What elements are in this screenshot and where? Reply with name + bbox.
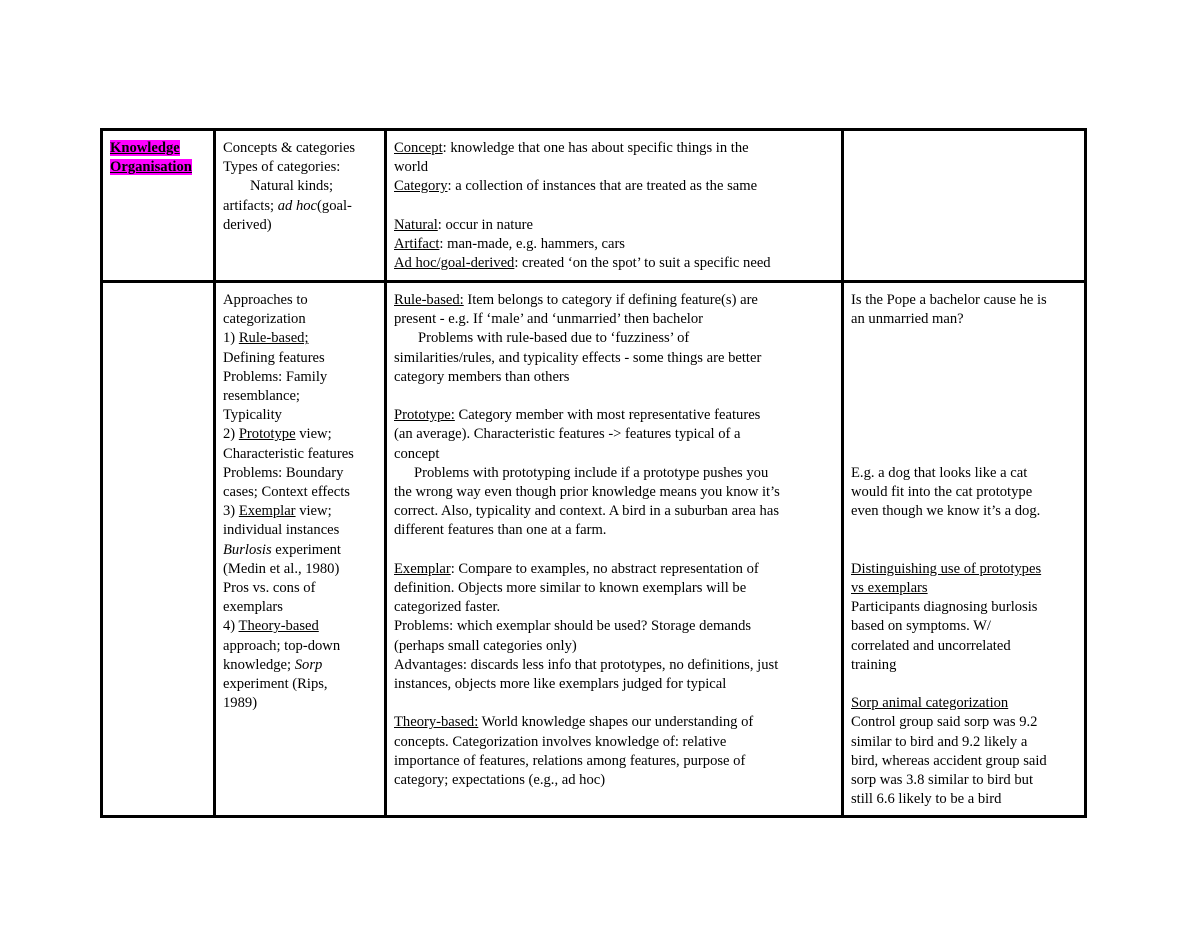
- summary-line: individual instances: [223, 522, 340, 539]
- summary-line: Defining features: [223, 349, 325, 366]
- explanation-line: categorized faster.: [394, 599, 501, 616]
- explanation-line: Theory-based: World knowledge shapes our understanding of: [394, 714, 754, 731]
- notes-table: [100, 128, 1087, 818]
- explanation-line: different features than one at a farm.: [394, 522, 607, 539]
- examples-cell: [843, 282, 1086, 817]
- summary-cell: [215, 130, 386, 282]
- explanation-line: Rule-based: Item belongs to category if defining feature(s) are: [394, 292, 758, 308]
- summary-line: Burlosis experiment: [223, 541, 341, 558]
- example-line: correlated and uncorrelated: [851, 637, 1011, 654]
- summary-line: categorization: [223, 311, 306, 328]
- explanation-line: Exemplar: Compare to examples, no abstract representation of: [394, 560, 759, 577]
- definition-line: Natural: occur in nature: [394, 216, 533, 233]
- summary-line: Typicality: [223, 407, 282, 424]
- topic-cell: [102, 282, 215, 817]
- example-line: still 6.6 likely to be a bird: [851, 791, 1002, 808]
- summary-line: 1989): [223, 695, 258, 712]
- explanation-line: Prototype: Category member with most representative features: [394, 407, 761, 424]
- example-line: would fit into the cat prototype: [851, 483, 1033, 500]
- explanation-line: Problems with prototyping include if a prototype pushes you: [414, 464, 769, 481]
- definition-line: Category: a collection of instances that are treated as the same: [394, 178, 758, 195]
- explanation-line: Problems: which exemplar should be used? Storage demands: [394, 618, 752, 635]
- explanation-line: Problems with rule-based due to ‘fuzziness’ of: [418, 330, 690, 347]
- summary-line: 1) Rule-based;: [223, 330, 309, 347]
- examples-cell: [843, 130, 1086, 282]
- summary-line: Natural kinds;: [250, 178, 334, 195]
- explanation-line: category members than others: [394, 368, 570, 385]
- summary-line: experiment (Rips,: [223, 676, 328, 693]
- summary-line: resemblance;: [223, 388, 300, 405]
- summary-line: 2) Prototype view;: [223, 426, 332, 443]
- example-line: based on symptoms. W/: [851, 618, 991, 635]
- explanation-line: concept: [394, 445, 440, 462]
- summary-line: Approaches to: [223, 292, 308, 308]
- example-line: similar to bird and 9.2 likely a: [851, 733, 1028, 750]
- summary-line: derived): [223, 216, 272, 233]
- table-row: [102, 282, 1086, 817]
- summary-line: cases; Context effects: [223, 484, 350, 501]
- explanation-line: correct. Also, typicality and context. A bird in a suburban area has: [394, 503, 780, 520]
- definitions-cell: [386, 130, 843, 282]
- summary-line: approach; top-down: [223, 637, 341, 654]
- explanation-line: similarities/rules, and typicality effects - some things are better: [394, 349, 762, 366]
- summary-line: knowledge; Sorp: [223, 656, 323, 673]
- definition-line: Artifact: man-made, e.g. hammers, cars: [394, 236, 625, 252]
- topic-heading-line1: Knowledge: [110, 140, 180, 156]
- explanation-line: concepts. Categorization involves knowledge of: relative: [394, 733, 727, 750]
- summary-cell: [215, 282, 386, 817]
- explanation-line: the wrong way even though prior knowledge means you know it’s: [394, 484, 780, 501]
- example-line: E.g. a dog that looks like a cat: [851, 464, 1028, 481]
- example-heading: vs exemplars: [851, 579, 928, 596]
- summary-line: Problems: Boundary: [223, 464, 344, 481]
- definition-line: Ad hoc/goal-derived: created ‘on the spot’ to suit a specific need: [394, 255, 771, 272]
- summary-line: artifacts; ad hoc(goal-: [223, 197, 352, 214]
- summary-line: Concepts & categories: [223, 140, 356, 156]
- table-row: [102, 130, 1086, 282]
- example-line: an unmarried man?: [851, 311, 964, 328]
- example-line: sorp was 3.8 similar to bird but: [851, 771, 1034, 788]
- summary-line: 3) Exemplar view;: [223, 503, 332, 520]
- summary-line: Types of categories:: [223, 159, 341, 176]
- summary-line: Characteristic features: [223, 445, 354, 462]
- summary-line: Pros vs. cons of: [223, 580, 316, 597]
- topic-heading-line2: Organisation: [110, 159, 192, 176]
- definition-line: Concept: knowledge that one has about specific things in the: [394, 140, 749, 156]
- example-line: Participants diagnosing burlosis: [851, 599, 1038, 616]
- example-heading: Distinguishing use of prototypes: [851, 560, 1042, 577]
- example-line: training: [851, 656, 897, 673]
- explanation-line: present - e.g. If ‘male’ and ‘unmarried’ then bachelor: [394, 311, 704, 328]
- summary-line: Problems: Family: [223, 368, 328, 385]
- example-line: Is the Pope a bachelor cause he is: [851, 292, 1047, 308]
- summary-line: (Medin et al., 1980): [223, 560, 340, 577]
- explanation-line: importance of features, relations among features, purpose of: [394, 752, 746, 769]
- explanation-line: (perhaps small categories only): [394, 637, 577, 654]
- topic-cell: [102, 130, 215, 282]
- example-heading: Sorp animal categorization: [851, 695, 1009, 712]
- summary-line: exemplars: [223, 599, 283, 616]
- explanation-line: Advantages: discards less info that prototypes, no definitions, just: [394, 656, 779, 673]
- explanation-line: category; expectations (e.g., ad hoc): [394, 772, 606, 789]
- example-line: bird, whereas accident group said: [851, 752, 1047, 769]
- summary-line: 4) Theory-based: [223, 618, 319, 635]
- example-line: even though we know it’s a dog.: [851, 503, 1041, 520]
- explanation-line: instances, objects more like exemplars judged for typical: [394, 676, 727, 693]
- explanation-line: definition. Objects more similar to known exemplars will be: [394, 580, 747, 597]
- explanations-cell: [386, 282, 843, 817]
- definition-line: world: [394, 159, 429, 176]
- example-line: Control group said sorp was 9.2: [851, 714, 1038, 731]
- explanation-line: (an average). Characteristic features -> features typical of a: [394, 426, 741, 443]
